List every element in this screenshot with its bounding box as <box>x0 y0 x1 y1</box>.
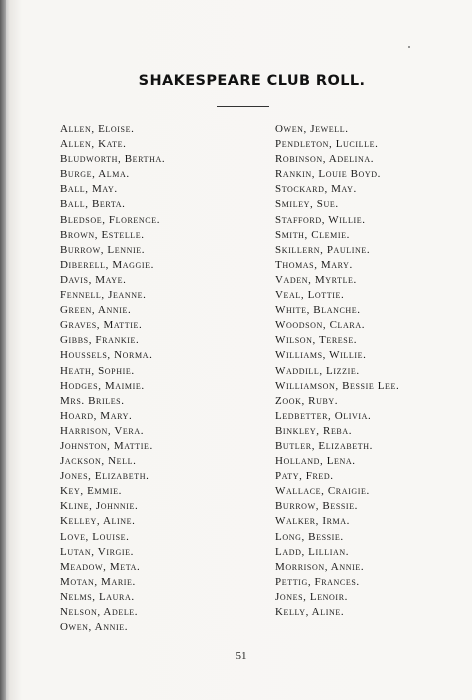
member-name: Walker, Irma. <box>275 515 350 528</box>
member-name: Jones, Lenoir. <box>275 590 348 603</box>
member-name: Hoard, Mary. <box>60 409 133 422</box>
member-name: Kelley, Aline. <box>60 515 136 528</box>
member-name: Butler, Elizabeth. <box>275 439 373 452</box>
member-name: Diberell, Maggie. <box>60 258 154 271</box>
member-name: Johnston, Mattie. <box>60 439 153 452</box>
member-name: Robinson, Adelina. <box>275 153 375 166</box>
member-name: Key, Emmie. <box>60 485 122 498</box>
member-name: Meadow, Meta. <box>60 560 141 573</box>
member-name: Harrison, Vera. <box>60 424 145 437</box>
member-name: Williams, Willie. <box>275 349 367 362</box>
roll-column-right <box>275 122 399 620</box>
member-name: Burrow, Bessie. <box>275 500 359 513</box>
member-name: Jackson, Nell. <box>60 455 137 468</box>
member-name: Binkley, Reba. <box>275 424 353 437</box>
member-name: Heath, Sophie. <box>60 364 135 377</box>
member-name: Brown, Estelle. <box>60 228 145 241</box>
member-name: Bludworth, Bertha. <box>60 153 166 166</box>
member-name: Motan, Marie. <box>60 575 136 588</box>
member-name: Burge, Alma. <box>60 168 130 181</box>
member-name: Owen, Annie. <box>60 621 129 634</box>
member-name: Ladd, Lillian. <box>275 545 350 558</box>
member-name: Ledbetter, Olivia. <box>275 409 372 422</box>
member-name: White, Blanche. <box>275 304 361 317</box>
member-name: Skillern, Pauline. <box>275 243 371 256</box>
member-name: Kelly, Aline. <box>275 606 345 618</box>
page-number: 51 <box>235 650 247 662</box>
page-title: SHAKESPEARE CLUB ROLL. <box>138 73 366 89</box>
member-name: Pendleton, Lucille. <box>275 138 379 151</box>
member-name: Holland, Lena. <box>275 455 356 468</box>
member-name: Kline, Johnnie. <box>60 500 139 513</box>
member-name: Smiley, Sue. <box>275 198 339 211</box>
member-name: Gibbs, Frankie. <box>60 334 140 347</box>
member-name: Bledsoe, Florence. <box>60 213 161 226</box>
member-name: Houssels, Norma. <box>60 349 153 362</box>
member-name: Vaden, Myrtle. <box>275 273 357 286</box>
member-name: Pettig, Frances. <box>275 575 360 588</box>
member-name: Hodges, Maimie. <box>60 379 145 392</box>
member-name: Rankin, Louie Boyd. <box>275 168 382 181</box>
member-name: Jones, Elizabeth. <box>60 470 150 483</box>
member-name: Fennell, Jeanne. <box>60 289 147 302</box>
member-name: Paty, Fred. <box>275 470 334 483</box>
page-speck <box>408 46 410 48</box>
member-name: Nelson, Adele. <box>60 606 139 618</box>
member-name: Owen, Jewell. <box>275 123 349 135</box>
binding-shadow <box>0 0 6 700</box>
roll-column-left <box>60 122 165 635</box>
member-name: Mrs. Briles. <box>60 394 125 407</box>
member-name: Green, Annie. <box>60 304 132 317</box>
member-name: Morrison, Annie. <box>275 560 365 573</box>
member-name: Graves, Mattie. <box>60 319 143 332</box>
member-name: Ball, May. <box>60 183 118 196</box>
member-name: Smith, Clemie. <box>275 228 350 241</box>
member-name: Nelms, Laura. <box>60 590 135 603</box>
title-rule <box>217 106 269 107</box>
member-name: Stafford, Willie. <box>275 213 366 226</box>
member-name: Williamson, Bessie Lee. <box>275 379 400 392</box>
member-name: Davis, Maye. <box>60 273 127 286</box>
member-name: Wallace, Craigie. <box>275 485 370 498</box>
member-name: Burrow, Lennie. <box>60 243 146 256</box>
member-name: Love, Louise. <box>60 530 130 543</box>
member-name: Waddill, Lizzie. <box>275 364 360 377</box>
member-name: Allen, Kate. <box>60 138 127 151</box>
member-name: Ball, Berta. <box>60 198 126 211</box>
member-name: Zook, Ruby. <box>275 394 339 407</box>
member-name: Stockard, May. <box>275 183 357 196</box>
member-name: Thomas, Mary. <box>275 258 353 271</box>
member-name: Veal, Lottie. <box>275 289 345 302</box>
member-name: Long, Bessie. <box>275 530 344 543</box>
member-name: Allen, Eloise. <box>60 123 135 135</box>
member-name: Wilson, Terese. <box>275 334 358 347</box>
member-name: Woodson, Clara. <box>275 319 366 332</box>
member-name: Lutan, Virgie. <box>60 545 135 558</box>
